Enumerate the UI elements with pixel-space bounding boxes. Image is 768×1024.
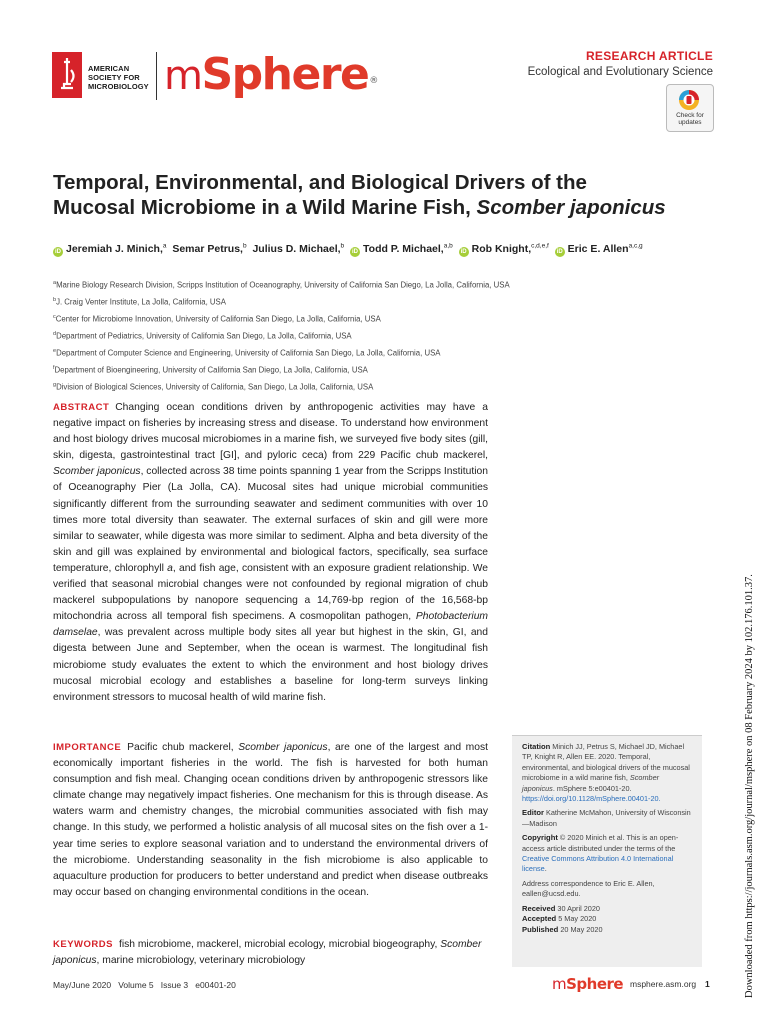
correspondence: Address correspondence to Eric E. Allen, eallen@ucsd.edu. [522, 878, 655, 899]
footer-branding [552, 975, 712, 995]
page-number: 1 [705, 979, 710, 989]
asm-logo [52, 48, 154, 106]
affiliation: $^e$Department of Computer Science and Engineering, University of California San Diego, La Jolla, California, USA [53, 348, 441, 358]
footer-issue-info: May/June 2020 Volume 5 Issue 3 e00401-20 [53, 980, 236, 990]
abstract-label: ABSTRACT [53, 402, 110, 413]
check-updates-button[interactable] [666, 84, 714, 132]
orcid-icon: iD [460, 248, 467, 255]
article-info-box [512, 735, 702, 967]
orcid-icon: iD [556, 248, 563, 255]
importance: IMPORTANCE Pacific chub mackerel, Scomber japonicus, are one of the largest and most economically important fisheries in the world. The fish is harvested for both human consumption and fish meal. Changing ocean conditions driven by anthropogenic stressors like climate change may negatively impact fisheries. One mechanism for this is through disease. As waters warm and chemistry changes, the microbial communities associated with fish may change. In this study, we performed a holistic analysis of all mucosal sites on the fish over a 1-year time series to explore seasonal variation and to understand the environmental drivers of the microbiome. Understanding seasonality in the fish microbiome is also applicable to aquaculture production for producers to better understand and predict when disease outbreaks may occur based on changing environmental conditions in the ocean. [53, 742, 488, 898]
publisher-name: AMERICAN SOCIETY FOR MICROBIOLOGY [88, 64, 149, 91]
microscope-icon [52, 52, 82, 98]
keywords-label: KEYWORDS [53, 939, 113, 950]
author[interactable]: iD Rob Knight,$^{c,d,e,f}$ [460, 242, 549, 255]
abstract: ABSTRACT Changing ocean conditions driven by anthropogenic activities may have a negative impact on fisheries by increasing stress and disease. To understand how environment and host biology drives mucosal microbiomes in a marine fish, we surveyed five body sites (gill, skin, digesta, gastrointestinal tract [GI], and pyloric ceca) from 229 Pacific chub mackerel, Scomber japonicus, collected across 38 time points spanning 1 year from the Scripps Institution of Oceanography Pier (La Jolla, CA). Mucosal sites had unique microbial communities significantly different from the surrounding seawater and sediment communities with over 10 times more total diversity than seawater. The external surfaces of skin and gill were more similar to seawater, while digesta was more similar to sediment. Alpha and beta diversity of the skin and gill was explained by environmental and biological factors, specifically, sea surface temperature, chlorophyll a, and fish age, consistent with an exposure gradient relationship. We verified that seasonal microbial changes were not confounded by regional migration of chub mackerel subpopulations by nanopore sequencing a 14,769-bp region of the 16,568-bp mitochondria across all temporal fish specimens. A cosmopolitan pathogen, Photobacterium damselae, was prevalent across multiple body sites all year but highest in the skin, GI, and digesta between June and September, when the ocean is warmest. The longitudinal fish microbiome study evaluates the extent to which the environment and host biology drives mucosal microbial ecology and establishes a baseline for long-term surveys linking environment stressors to mucosal health of wild marine fish. [53, 402, 488, 703]
orcid-icon: iD [352, 248, 359, 255]
received-date: Received 30 April 2020 [522, 903, 600, 913]
author[interactable]: Julius D. Michael,$^b$ [252, 242, 345, 255]
article-title: Temporal, Environmental, and Biological Drivers of the Mucosal Microbiome in a Wild Marine Fish, Scomber japonicus [53, 171, 666, 219]
affiliation: $^g$Division of Biological Sciences, University of California, San Diego, La Jolla, California, USA [53, 382, 374, 392]
author-list [53, 242, 733, 257]
affiliation: $^f$Department of Bioengineering, University of California San Diego, La Jolla, California, USA [53, 365, 368, 375]
affiliations [53, 276, 693, 395]
affiliation: $^d$Department of Pediatrics, University of California San Diego, La Jolla, California, USA [53, 331, 352, 341]
doi-link[interactable]: https://doi.org/10.1128/mSphere.00401-20. [522, 794, 661, 804]
license-link[interactable]: Creative Commons Attribution 4.0 International license [522, 854, 674, 874]
article-type: RESEARCH ARTICLE [585, 49, 713, 63]
accepted-date: Accepted 5 May 2020 [522, 914, 597, 924]
footer-url[interactable]: msphere.asm.org [630, 979, 697, 989]
orcid-icon: iD [55, 248, 61, 255]
keywords: KEYWORDS fish microbiome, mackerel, microbial ecology, microbial biogeography, Scomber japonicus, marine microbiology, veterinary microbiology [53, 939, 482, 967]
author[interactable]: Semar Petrus,$^b$ [172, 242, 247, 255]
article-section: Ecological and Evolutionary Science [527, 66, 713, 78]
author[interactable]: iD Todd P. Michael,$^{a,b}$ [352, 242, 453, 255]
author[interactable]: iD Eric E. Allen$^{a,c,g}$ [556, 242, 643, 255]
citation: Citation Minich JJ, Petrus S, Michael JD, Michael TP, Knight R, Allen EE. 2020. Temporal, environmental, and biological drivers of the mucosal microbiome in a wild marine fish, Scomber japonicus. mSphere 5:e00401-20. https://doi.org/10.1128/mSphere.00401-20. [522, 742, 690, 804]
msphere-logo: mSphere® [164, 49, 379, 100]
importance-label: IMPORTANCE [53, 742, 122, 753]
author[interactable]: iD Jeremiah J. Minich,$^a$ [55, 242, 167, 255]
editor: Editor Katherine McMahon, University of Wisconsin—Madison [522, 808, 691, 828]
copyright: Copyright © 2020 Minich et al. This is an open-access article distributed under the terms of the Creative Commons Attribution 4.0 International license. [522, 833, 679, 874]
logo-divider [156, 52, 157, 100]
published-date: Published 20 May 2020 [522, 924, 603, 934]
footer-msphere-logo: mSphere [552, 975, 624, 993]
check-updates-icon [678, 89, 700, 111]
download-watermark: Downloaded from https://journals.asm.org/journal/msphere on 08 February 2024 by 102.176.101.37. [744, 574, 755, 998]
affiliation: $^a$Marine Biology Research Division, Scripps Institution of Oceanography, University of California San Diego, La Jolla, California, USA [53, 280, 510, 290]
check-updates-label: Check for updates [676, 112, 704, 126]
affiliation: $^b$J. Craig Venter Institute, La Jolla, California, USA [53, 297, 226, 307]
affiliation: $^c$Center for Microbiome Innovation, University of California San Diego, La Jolla, California, USA [53, 314, 381, 324]
